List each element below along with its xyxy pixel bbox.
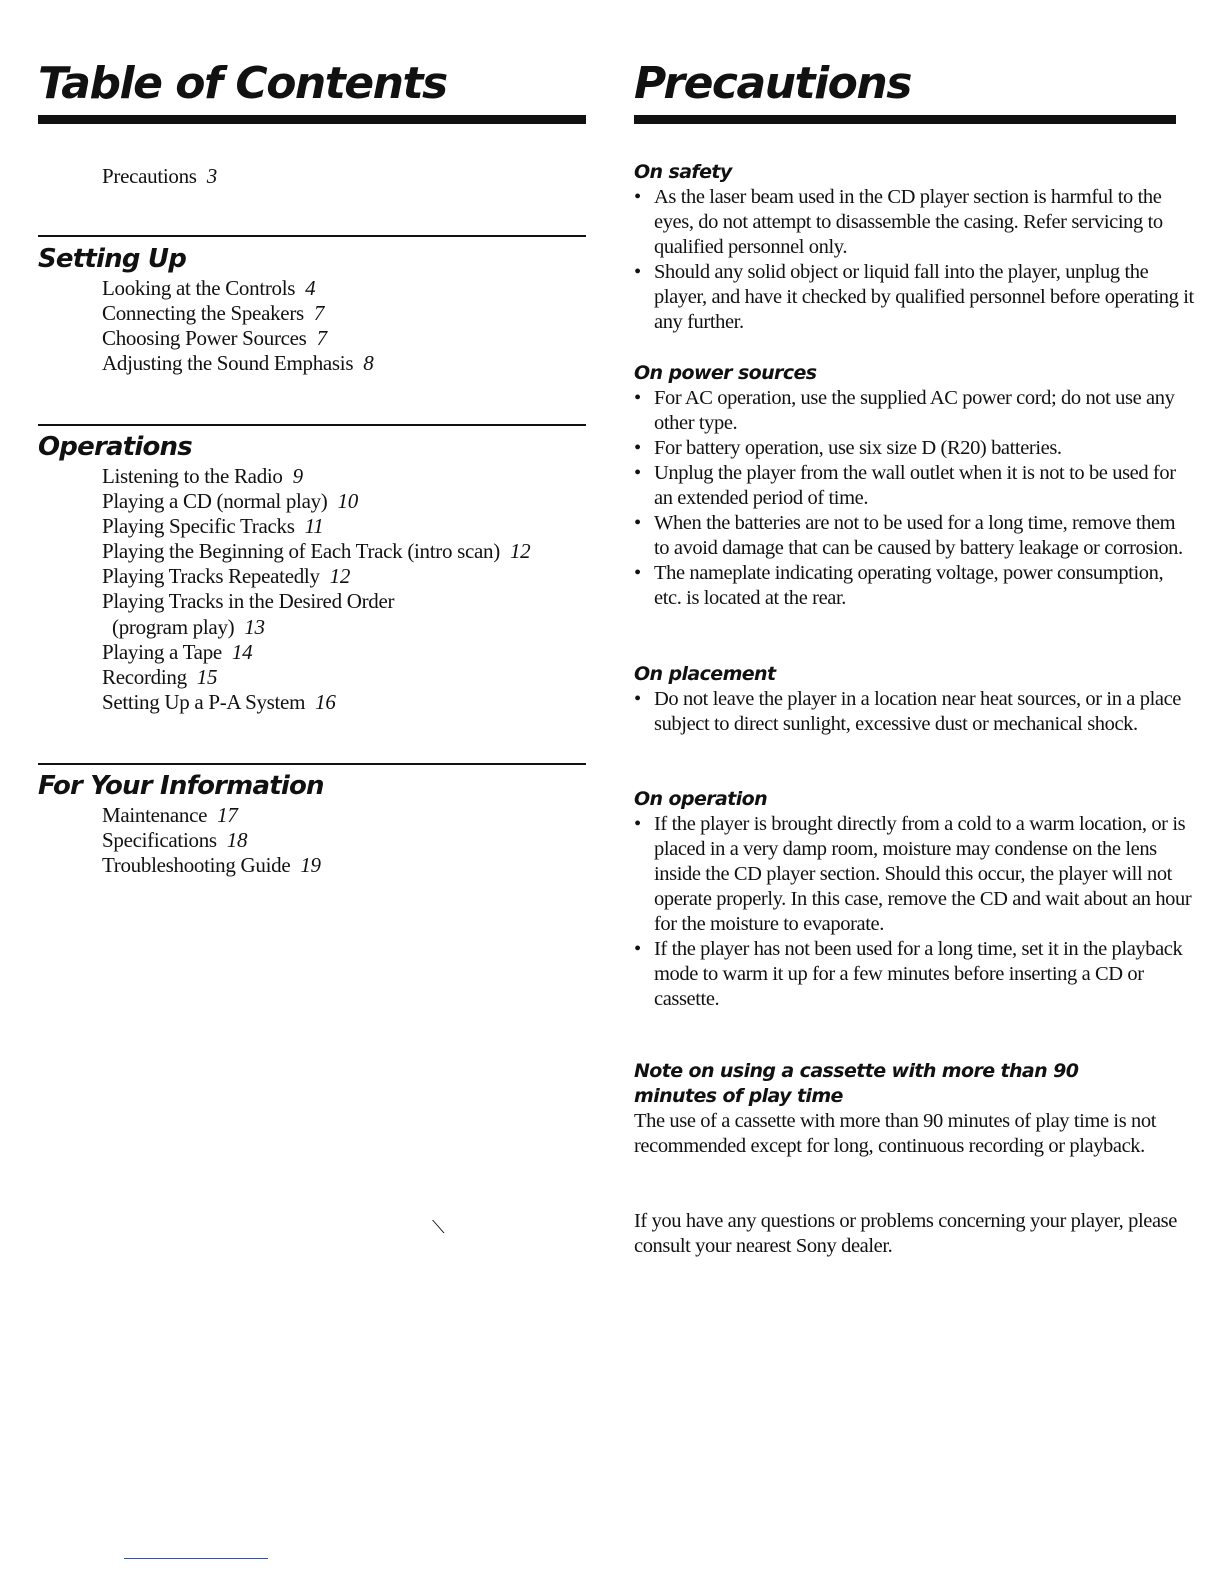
toc-entry-page: 13 [244,615,265,639]
toc-title: Table of Contents [38,58,447,109]
safety-item: • As the laser beam used in the CD player section is harmful to the eyes, do not attempt to disassemble the casing. Refer servicing to qualified personnel only. [634,185,1194,260]
toc-entry-label: Playing Tracks in the Desired Order [102,589,395,613]
toc-entry-page: 3 [206,164,217,188]
toc-entry-page: 7 [313,301,325,325]
toc-entry-page: 9 [292,464,303,488]
toc-entry-label: Precautions [102,164,197,188]
section-heading-setting-up: Setting Up [38,244,187,274]
toc-entry-continuation[interactable] [112,615,265,640]
stray-mark: ⟍ [432,1217,445,1237]
toc-entry[interactable] [102,276,315,301]
power-item: • The nameplate indicating operating voltage, power consumption, etc. is located at the rear. [634,561,1194,611]
toc-entry[interactable] [102,803,238,828]
heading-cassette-note [634,1059,1078,1109]
toc-entry-label: Setting Up a P-A System [102,690,306,714]
section-divider [38,763,586,765]
closing-paragraph: If you have any questions or problems concerning your player, please consult your nearest Sony dealer. [634,1210,1177,1257]
toc-entry-page: 14 [231,640,253,664]
section-heading-for-your-information: For Your Information [38,771,324,801]
toc-entry[interactable] [102,489,358,514]
toc-entry-page: 12 [509,539,531,563]
toc-entry-page: 7 [316,326,327,350]
toc-entry-label: Playing Specific Tracks [102,514,295,538]
heading-on-operation: On operation [634,788,767,810]
toc-entry-label: Listening to the Radio [102,464,283,488]
precautions-title-bar [634,115,1176,124]
section-divider [38,424,586,426]
toc-entry-label: Choosing Power Sources [102,326,307,350]
operation-item: • If the player has not been used for a long time, set it in the playback mode to warm it up for a few minutes before inserting a CD or cassette. [634,937,1194,1012]
toc-entry-label: Playing a CD (normal play) [102,489,328,513]
placement-list [634,687,1194,737]
toc-entry-label: Connecting the Speakers [102,301,304,325]
cassette-note-heading-line1: Note on using a cassette with more than 90 [634,1060,1079,1082]
cassette-note-text: The use of a cassette with more than 90 minutes of play time is not recommended except for long, continuous recording or playback. [634,1110,1157,1157]
toc-entry[interactable] [102,564,350,589]
toc-entry-page: 16 [315,690,336,714]
section-heading-operations: Operations [38,432,192,462]
toc-entry[interactable] [102,690,336,715]
toc-entry-page: 18 [226,828,248,852]
toc-entry-page: 11 [304,514,324,538]
toc-entry[interactable] [102,464,303,489]
footer-rule [124,1558,268,1559]
section-divider [38,235,586,237]
toc-entry-label: Adjusting the Sound Emphasis [102,351,354,375]
toc-entry-page: 12 [329,564,351,588]
operation-list [634,812,1194,1012]
toc-entry-label: Specifications [102,828,217,852]
cassette-note-heading-line2: minutes of play time [634,1085,843,1107]
heading-on-safety: On safety [634,161,732,183]
toc-entry-page: 4 [305,276,316,300]
placement-item: • Do not leave the player in a location near heat sources, or in a place subject to direct sunlight, excessive dust or mechanical shock. [634,687,1194,737]
toc-entry[interactable] [102,665,217,690]
toc-entry-label: Playing the Beginning of Each Track (intro scan) [102,539,500,563]
toc-entry-page: 19 [300,853,321,877]
safety-list [634,185,1194,335]
toc-entry[interactable] [102,326,327,351]
toc-entry-page: 15 [196,665,218,689]
toc-entry[interactable] [102,828,247,853]
toc-entry[interactable] [102,351,373,376]
power-item: • Unplug the player from the wall outlet when it is not to be used for an extended period of time. [634,461,1194,511]
heading-on-power-sources: On power sources [634,362,817,384]
toc-entry[interactable] [102,589,394,614]
toc-entry[interactable] [102,514,323,539]
toc-entry-label: Looking at the Controls [102,276,296,300]
power-list [634,386,1194,611]
toc-entry[interactable] [102,301,324,326]
power-item: • For battery operation, use six size D (R20) batteries. [634,436,1194,461]
toc-entry-page: 8 [363,351,374,375]
safety-item: • Should any solid object or liquid fall into the player, unplug the player, and have it checked by qualified personnel before operating it any further. [634,260,1194,335]
heading-on-placement: On placement [634,663,776,685]
power-item: • For AC operation, use the supplied AC power cord; do not use any other type. [634,386,1194,436]
toc-entry-page: 10 [337,489,358,513]
power-item: • When the batteries are not to be used for a long time, remove them to avoid damage that can be caused by battery leakage or corrosion. [634,511,1194,561]
toc-entry[interactable] [102,640,252,665]
toc-title-bar [38,115,586,124]
toc-entry-label: Recording [102,665,187,689]
toc-entry-label: Troubleshooting Guide [102,853,291,877]
toc-entry-label: Playing a Tape [102,640,222,664]
toc-entry[interactable] [102,853,321,878]
operation-item: • If the player is brought directly from a cold to a warm location, or is placed in a very damp room, moisture may condense on the lens inside the CD player section. Should this occur, the player will not operate properly. In this case, remove the CD and wait about an hour for the moisture to evaporate. [634,812,1194,937]
toc-entry-page: 17 [217,803,238,827]
toc-entry-label-continuation: (program play) [112,615,235,639]
toc-entry-precautions[interactable] [102,164,217,189]
toc-entry-label: Maintenance [102,803,208,827]
toc-entry-label: Playing Tracks Repeatedly [102,564,320,588]
precautions-title: Precautions [634,58,911,109]
toc-entry[interactable] [102,539,530,564]
